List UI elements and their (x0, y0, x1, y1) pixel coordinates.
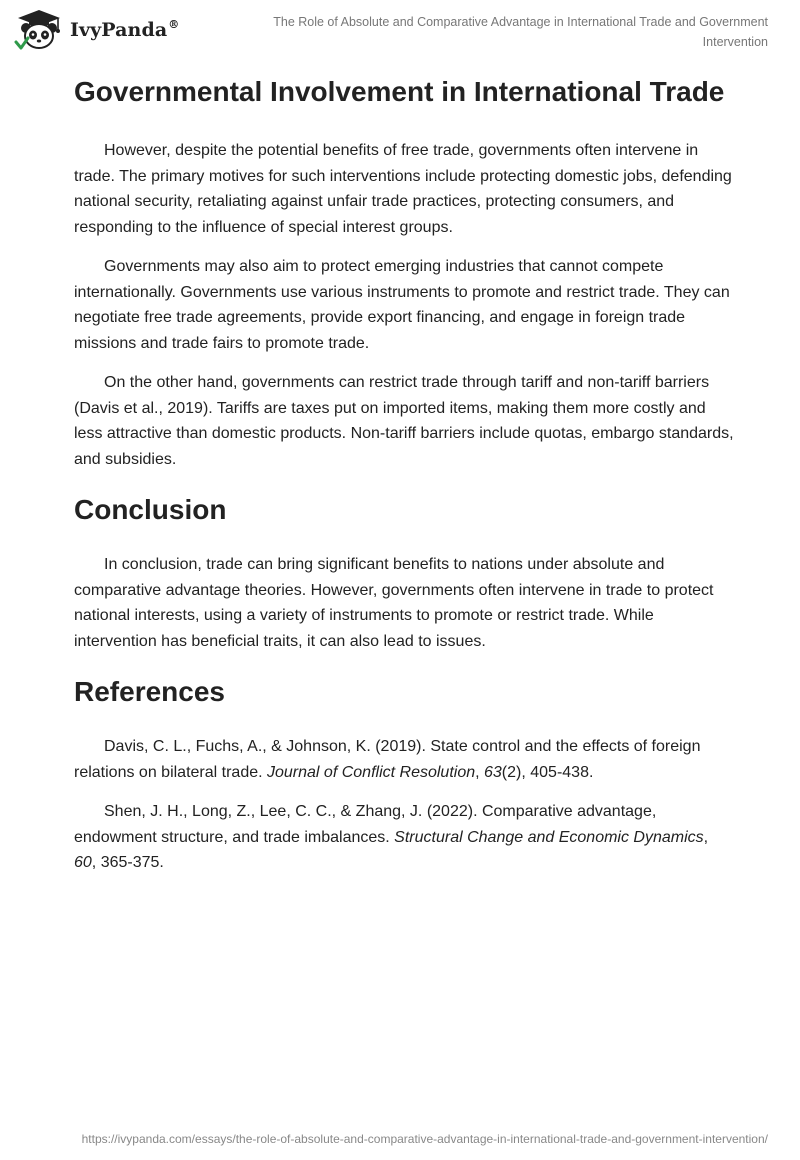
paragraph: On the other hand, governments can restrict trade through tariff and non-tariff barriers (Davis et al., 2019). Tariffs are taxes put on imported items, making them more costly and less attractive than domestic products. Non-tariff barriers include quotas, embargo standards, and subsidies. (74, 374, 734, 468)
journal-title: Structural Change and Economic Dynamics (394, 828, 704, 846)
brand-logo[interactable] (14, 8, 179, 50)
section-heading-conclusion: Conclusion (74, 494, 227, 525)
journal-title: Journal of Conflict Resolution (267, 763, 476, 781)
journal-volume: 60 (74, 854, 92, 871)
panda-graduate-icon (14, 8, 64, 50)
registered-mark: ® (168, 17, 180, 31)
brand-name: IvyPanda® (70, 17, 180, 41)
section-heading-governmental-involvement: Governmental Involvement in International Trade (74, 76, 725, 107)
document-title: The Role of Absolute and Comparative Advantage in International Trade and Government Intervention (273, 15, 768, 49)
reference-entry: Davis, C. L., Fuchs, A., & Johnson, K. (2019). State control and the effects of foreign relations on bilateral trade. Journal of Conflict Resolution, 63(2), 405-438. (74, 738, 701, 781)
source-url-link[interactable]: https://ivypanda.com/essays/the-role-of-absolute-and-comparative-advantage-in-international-trade-and-government-intervention/ (81, 1132, 768, 1146)
paragraph: However, despite the potential benefits of free trade, governments often intervene in trade. The primary motives for such interventions include protecting domestic jobs, defending national security, retaliating against unfair trade practices, protecting consumers, and responding to the influence of special interest groups. (74, 142, 732, 236)
reference-entry: Shen, J. H., Long, Z., Lee, C. C., & Zhang, J. (2022). Comparative advantage, endowment structure, and trade imbalances. Structural Change and Economic Dynamics, 60, 365-375. (74, 803, 709, 871)
journal-volume: 63 (484, 763, 502, 781)
section-heading-references: References (74, 676, 225, 707)
paragraph: Governments may also aim to protect emerging industries that cannot compete internationally. Governments use various instruments to promote and restrict trade. They can negotiate free trade agreements, provide export financing, and engage in foreign trade missions and trade fairs to promote trade. (74, 258, 730, 352)
page-header (0, 0, 800, 60)
paragraph: In conclusion, trade can bring significant benefits to nations under absolute and comparative advantage theories. However, governments often intervene in trade to protect national interests, using a variety of instruments to promote or restrict trade. While intervention has beneficial traits, it can also lead to issues. (74, 556, 714, 650)
essay-content (74, 72, 734, 876)
